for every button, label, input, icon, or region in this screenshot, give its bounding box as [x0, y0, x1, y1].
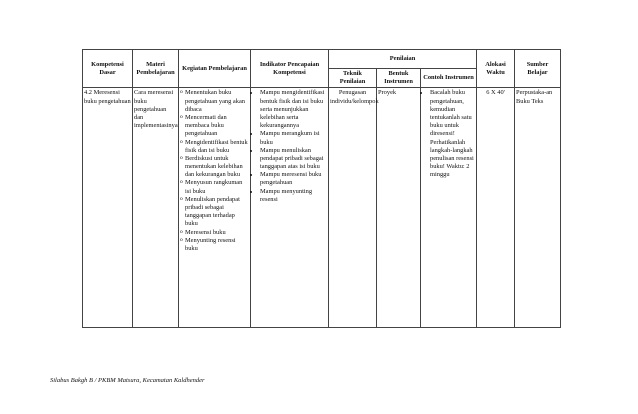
cell-kompetensi-dasar: 4.2 Meresensi buku pengetahuan — [83, 88, 133, 328]
list-item: • Mampu menyunting resensi — [260, 188, 327, 204]
header-sumber: Sumber Belajar — [515, 50, 561, 88]
header-bentuk: Bentuk Instrumen — [377, 69, 421, 88]
list-item: o Menuliskan pendapat pribadi sebagai tanggapan terhadap buku — [180, 196, 249, 229]
cell-indikator — [251, 88, 329, 328]
table-row — [83, 88, 561, 328]
header-materi: Materi Pembelajaran — [133, 50, 179, 88]
header-contoh: Contoh Instrumen — [421, 69, 477, 88]
page-footer: Silabus Bakgh B / PKBM Matsura, Kecamatan Kaldhender — [50, 377, 205, 384]
kegiatan-list — [180, 89, 249, 253]
header-kompetensi-dasar: Kompetensi Dasar — [83, 50, 133, 88]
list-item: o Mengidentifikasi bentuk fisik dan isi buku — [180, 139, 249, 155]
contoh-list — [422, 89, 475, 179]
cell-teknik: Penugasan individu/kelompok — [329, 88, 377, 328]
header-penilaian: Penilaian — [329, 50, 477, 69]
list-item: o Meresensi buku — [180, 229, 249, 237]
list-item: • Bacalah buku pengetahuan, kemudian tentukanlah satu buku untuk diresensi! Perhatikanlah langkah-langkah penulisan resensi buku! Waktu: 2 minggu — [430, 89, 475, 179]
list-item: o Menentukan buku pengetahuan yang akan dibaca — [180, 89, 249, 114]
list-item: o Berdiskusi untuk menentukan kelebihan dan kekurangan buku — [180, 155, 249, 180]
list-item: o Menyunting resensi buku — [180, 237, 249, 253]
indikator-list — [252, 89, 327, 204]
cell-alokasi: 6 X 40' — [477, 88, 515, 328]
header-alokasi: Alokasi Waktu — [477, 50, 515, 88]
header-kegiatan: Kegiatan Pembelajaran — [179, 50, 251, 88]
list-item: • Mampu merangkum isi buku — [260, 130, 327, 146]
list-item: o Mencermati dan membaca buku pengetahuan — [180, 114, 249, 139]
header-indikator: Indikator Pencapaian Kompetensi — [251, 50, 329, 88]
list-item: o Menyusun rangkuman isi buku — [180, 179, 249, 195]
cell-contoh — [421, 88, 477, 328]
cell-sumber: Perpustaka-an Buku Teks — [515, 88, 561, 328]
header-row-1 — [83, 50, 561, 69]
list-item: • Mampu mengidentifikasi bentuk fisik dan isi buku serta menunjukkan kelebihan serta kekurangannya — [260, 89, 327, 130]
cell-kegiatan — [179, 88, 251, 328]
syllabus-table — [82, 49, 561, 328]
list-item: • Mampu menuliskan pendapat pribadi sebagai tanggapan atas isi buku — [260, 147, 327, 172]
cell-materi: Cara meresensi buku pengetahuan dan implementasinya — [133, 88, 179, 328]
cell-bentuk: Proyek — [377, 88, 421, 328]
list-item: • Mampu meresensi buku pengetahuan — [260, 171, 327, 187]
header-teknik: Teknik Penilaian — [329, 69, 377, 88]
